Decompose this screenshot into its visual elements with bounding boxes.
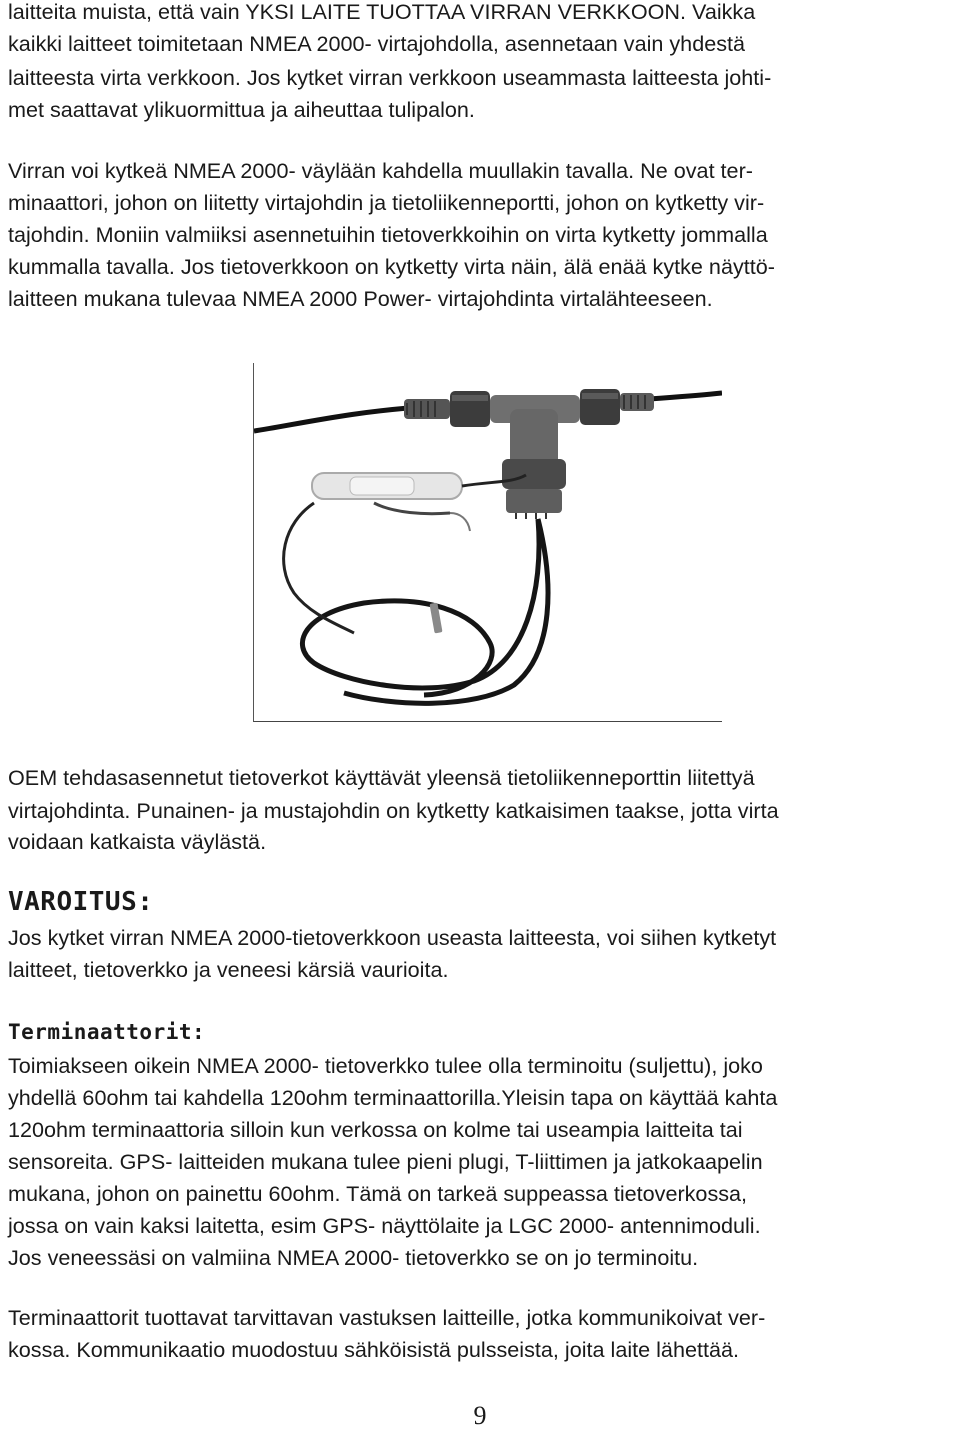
oem-line: OEM tehdasasennetut tietoverkot käyttävät yleensä tietoliikenneporttin liitettyä (8, 765, 755, 790)
terminators-line: jossa on vain kaksi laitetta, esim GPS- näyttölaite ja LGC 2000- antennimoduli. (8, 1213, 761, 1238)
warning-heading: VAROITUS: (8, 887, 154, 917)
intro-line: kaikki laitteet toimitetaan NMEA 2000- virtajohdolla, asennetaan vain yhdestä (8, 31, 746, 56)
terminators-line: Toimiakseen oikein NMEA 2000- tietoverkko tulee olla terminoitu (suljettu), joko (8, 1053, 763, 1078)
power-line: kummalla tavalla. Jos tietoverkkoon on kytketty virta näin, älä enää kytke näyttö- (8, 254, 775, 279)
terminators-line: sensoreita. GPS- laitteiden mukana tulee pieni plugi, T-liittimen ja jatkokaapelin (8, 1149, 763, 1174)
page-number: 9 (473, 1401, 487, 1430)
terminators-line: Jos veneessäsi on valmiina NMEA 2000- tietoverkko se on jo terminoitu. (8, 1245, 699, 1270)
power-cable-photo (253, 363, 722, 722)
power-line: laitteen mukana tulevaa NMEA 2000 Power- virtajohdinta virtalähteeseen. (8, 286, 713, 311)
power-line: Virran voi kytkeä NMEA 2000- väylään kahdella muullakin tavalla. Ne ovat ter- (8, 158, 753, 183)
power-line: tajohdin. Moniin valmiiksi asennetuihin tietoverkkoihin on virta kytketty jommalla (8, 222, 768, 247)
terminators-line: mukana, johon on painettu 60ohm. Tämä on tarkeä suppeassa tietoverkossa, (8, 1181, 748, 1206)
terminators-line: yhdellä 60ohm tai kahdella 120ohm terminaattorilla.Yleisin tapa on käyttää kahta (8, 1085, 778, 1110)
terminators-line: 120ohm terminaattoria silloin kun verkossa on kolme tai useampia laitteita tai (8, 1117, 743, 1142)
warning-line: Jos kytket virran NMEA 2000-tietoverkkoon useasta laitteesta, voi siihen kytketyt (8, 925, 777, 950)
t-connector-power-cable-image (254, 363, 722, 721)
oem-line: voidaan katkaista väylästä. (8, 829, 267, 854)
oem-line: virtajohdinta. Punainen- ja mustajohdin on kytketty katkaisimen taakse, jotta virta (8, 798, 779, 823)
intro-line: laitteita muista, että vain YKSI LAITE TUOTTAA VIRRAN VERKKOON. Vaikka (8, 0, 756, 24)
terminators-heading: Terminaattorit: (8, 1020, 206, 1044)
terminators-closing-line: Terminaattorit tuottavat tarvittavan vastuksen laitteille, jotka kommunikoivat ver- (8, 1305, 766, 1330)
power-line: minaattori, johon on liitetty virtajohdin ja tietoliikenneportti, johon on kytketty vir- (8, 190, 765, 215)
terminators-closing-line: kossa. Kommunikaatio muodostuu sähköisistä pulsseista, joita laite lähettää. (8, 1337, 739, 1362)
intro-line: met saattavat ylikuormittua ja aiheuttaa tulipalon. (8, 97, 475, 122)
intro-line: laitteesta virta verkkoon. Jos kytket virran verkkoon useammasta laitteesta johti- (8, 65, 772, 90)
warning-line: laitteet, tietoverkko ja veneesi kärsiä vaurioita. (8, 957, 449, 982)
